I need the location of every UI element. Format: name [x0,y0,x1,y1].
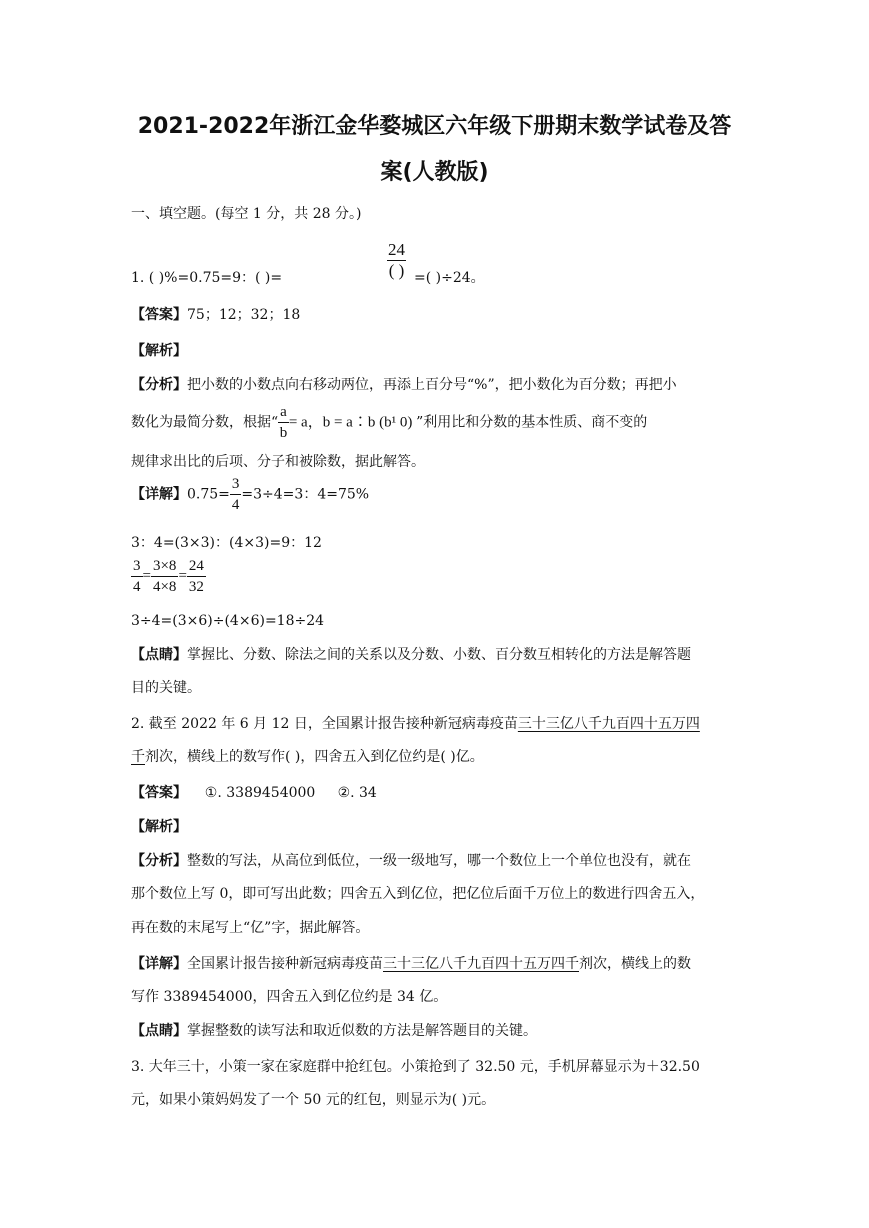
q2-jiexi-tag: 【解析】 [131,819,187,835]
q2-stem-text-1a: 2. 截至 2022 年 6 月 12 日，全国累计报告接种新冠病毒疫苗 [131,716,518,732]
q1-dianjing-text-1: 掌握比、分数、除法之间的关系以及分数、小数、百分数互相转化的方法是解答题 [187,647,691,663]
q1-analysis-text-1: 把小数的小数点向右移动两位，再添上百分号“%”，把小数化为百分数；再把小 [187,377,677,393]
q1-detail3-f3-den: 32 [188,579,204,595]
equals-sign: = [142,567,151,584]
q1-detail3-f2-num: 3×8 [151,556,178,577]
document-title-line-2: 案(人教版) [380,160,489,185]
q2-detail-text-1b: 剂次，横线上的数 [579,956,691,972]
q3-stem-line-2: 元，如果小策妈妈发了一个 50 元的红包，则显示为( )元。 [131,1092,496,1108]
q1-fraction-denominator: ( ) [388,261,405,280]
q2-detail-line-2: 写作 3389454000，四舍五入到亿位约是 34 亿。 [131,989,448,1005]
q2-analysis-line-1 [131,851,691,871]
q2-answer-text: ①. 3389454000 ②. 34 [187,785,377,801]
q1-detail3-f2-den: 4×8 [152,579,177,595]
q2-dianjing-text: 掌握整数的读写法和取近似数的方法是解答题目的关键。 [187,1023,537,1039]
q1-dianjing-line-2: 目的关键。 [131,680,201,696]
equals-sign: = [178,567,187,584]
q1-detail3-fraction-1 [131,556,143,597]
q1-stem-left: 1. ( )%=0.75=9：( )= [131,270,283,286]
q1-detail-text-1a: 0.75= [187,486,230,503]
analysis-tag: 【分析】 [131,853,187,869]
document-title-line-1: 2021-2022年浙江金华婺城区六年级下册期末数学试卷及答 [137,114,732,139]
q2-detail-text-1a: 全国累计报告接种新冠病毒疫苗 [187,956,383,972]
q1-analysis-line-1 [131,375,677,395]
answer-tag: 【答案】 [131,307,187,323]
q1-detail3-f3-num: 24 [187,556,206,577]
q1-detail-line-2: 3：4=(3×3)：(4×3)=9：12 [131,535,322,551]
section-heading: 一、填空题。(每空 1 分，共 28 分。) [131,206,362,222]
q2-analysis-line-2: 那个数位上写 0，即可写出此数；四舍五入到亿位，把亿位后面千万位上的数进行四舍五入， [131,886,705,902]
q1-analysis-fraction [278,402,289,443]
q1-dianjing-line-1 [131,645,691,665]
q1-detail-text-1b: =3÷4=3：4=75% [241,486,370,503]
q1-analysis-fraction-den: b [279,425,288,441]
q2-stem-underlined-2: 千 [131,749,145,765]
q1-analysis-text-2c: ”利用比和分数的基本性质、商不变的 [416,414,648,431]
q1-analysis-fraction-num: a [278,402,289,423]
q1-fraction-numerator: 24 [388,240,405,259]
q2-stem-line-2 [131,747,484,767]
q2-detail-underlined: 三十三亿八千九百四十五万四千 [383,956,579,972]
dianjing-tag: 【点睛】 [131,1023,187,1039]
q1-answer-text: 75；12；32；18 [187,307,301,323]
q1-analysis-formula: = a，b = a∶b (b¹ 0) [288,414,417,431]
q1-detail-line-1 [131,474,369,515]
q1-jiexi-tag: 【解析】 [131,343,187,359]
detail-tag: 【详解】 [131,486,187,503]
q2-analysis-text-1: 整数的写法，从高位到低位，一级一级地写，哪一个数位上一个单位也没有，就在 [187,853,691,869]
q1-detail3-fraction-2 [151,556,178,597]
q2-stem-text-2b: 剂次，横线上的数写作( )，四舍五入到亿位约是( )亿。 [145,749,484,765]
q2-dianjing [131,1021,537,1041]
q1-detail-fraction [230,474,242,515]
q1-answer [131,305,300,325]
q1-detail3-f1-num: 3 [131,556,143,577]
analysis-tag: 【分析】 [131,377,187,393]
q1-stem-right: =( )÷24。 [414,270,485,286]
q1-detail3-f1-den: 4 [133,579,141,595]
q2-stem-underlined-1: 三十三亿八千九百四十五万四 [517,716,700,732]
q1-fraction [387,240,406,281]
q1-analysis-line-3: 规律求出比的后项、分子和被除数，据此解答。 [131,454,425,470]
q1-detail-fraction-den: 4 [231,497,240,513]
answer-tag: 【答案】 [131,785,187,801]
q2-analysis-line-3: 再在数的末尾写上“亿”字，据此解答。 [131,920,370,936]
q1-analysis-line-2 [131,402,647,443]
q1-analysis-text-2a: 数化为最简分数，根据“ [131,414,279,431]
q1-detail-fraction-num: 3 [230,474,242,495]
q2-detail-line-1 [131,954,691,974]
q3-stem-line-1: 3. 大年三十，小策一家在家庭群中抢红包。小策抢到了 32.50 元，手机屏幕显示为＋32.50 [131,1059,700,1075]
q2-answer [131,783,377,803]
detail-tag: 【详解】 [131,956,187,972]
dianjing-tag: 【点睛】 [131,647,187,663]
q1-detail-line-3 [131,556,206,597]
q1-detail-line-4: 3÷4=(3×6)÷(4×6)=18÷24 [131,613,325,629]
q2-stem-line-1 [131,714,700,734]
q1-detail3-fraction-3 [187,556,206,597]
